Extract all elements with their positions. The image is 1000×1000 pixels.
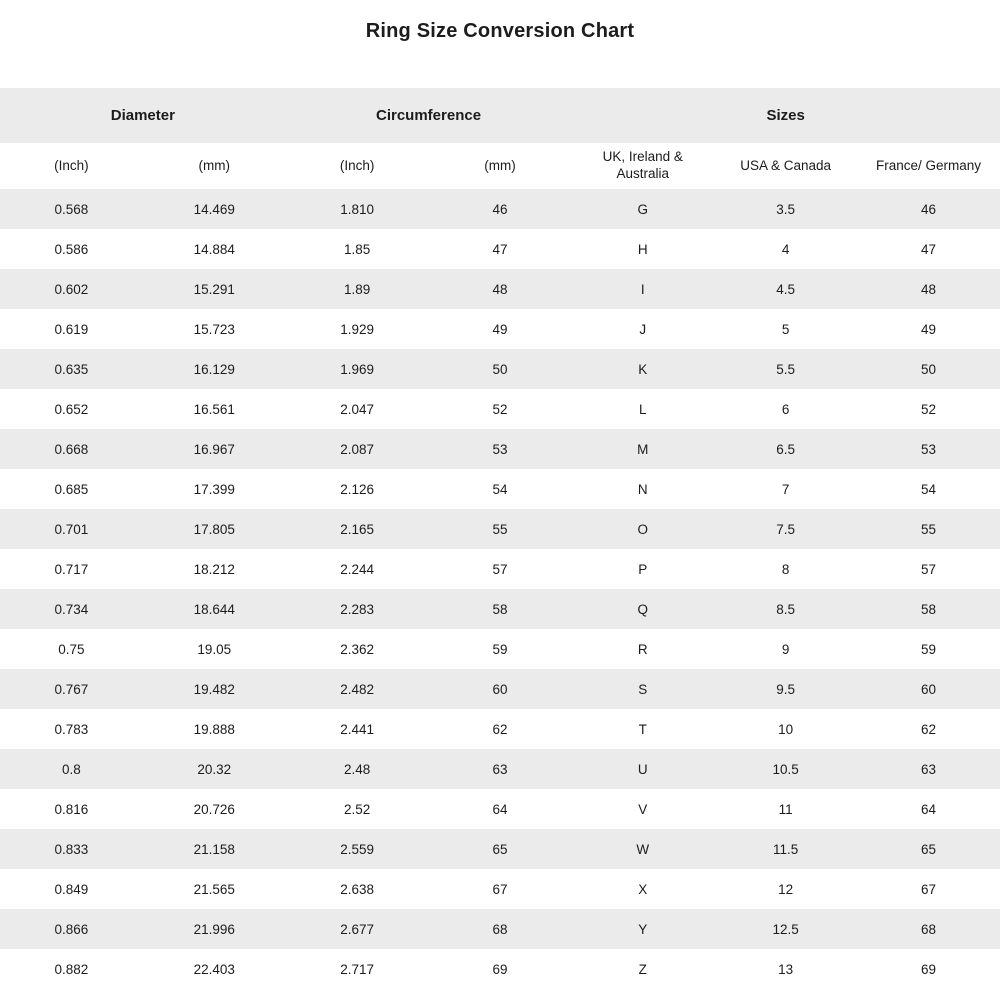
table-cell: 49 [492,321,508,337]
table-cell: 0.75 [58,641,85,657]
table-cell: 2.362 [340,641,374,657]
table-cell: I [640,281,645,297]
table-cell: 0.652 [54,401,89,417]
table-cell: 65 [921,841,937,857]
table-cell: 0.717 [54,561,89,577]
table-cell: 67 [921,881,937,897]
table-cell: 2.047 [340,401,374,417]
table-cell: 2.559 [340,841,374,857]
table-cell: 62 [921,721,937,737]
table-cell: 6.5 [776,441,796,457]
table-cell: 50 [492,361,508,377]
table-cell: 2.52 [343,801,371,817]
table-cell: 1.969 [340,361,374,377]
table-cell: 54 [921,481,937,497]
table-cell: 1.89 [343,281,371,297]
table-row [0,189,1000,229]
column-header-france-germany: France/ Germany [857,143,1000,189]
group-header-sizes: Sizes [571,88,1000,143]
table-cell: M [637,441,649,457]
table-cell: 0.602 [54,281,89,297]
table-cell: 2.677 [340,921,374,937]
table-cell: 1.929 [340,321,374,337]
table-cell: 46 [921,201,937,217]
table-row [0,789,1000,829]
table-cell: 1.85 [343,241,371,257]
table-cell: T [638,721,647,737]
table-cell: 4 [781,241,790,257]
group-header-circumference: Circumference [286,88,572,143]
table-cell: 2.638 [340,881,374,897]
table-cell: 7 [781,481,790,497]
table-cell: 14.469 [193,201,235,217]
table-cell: 0.668 [54,441,89,457]
table-cell: 15.291 [193,281,235,297]
table-cell: 0.849 [54,881,89,897]
table-cell: 5 [781,321,790,337]
column-header-usa-canada: USA & Canada [714,143,857,189]
table-cell: U [637,761,648,777]
table-cell: L [639,401,647,417]
table-row [0,869,1000,909]
table-cell: O [637,521,649,537]
table-cell: 2.087 [340,441,374,457]
table-cell: 69 [492,961,508,977]
table-cell: 2.126 [340,481,374,497]
table-cell: 52 [921,401,937,417]
table-cell: R [637,641,648,657]
table-cell: 0.8 [62,761,81,777]
table-cell: 11.5 [773,841,799,857]
table-cell: 60 [492,681,508,697]
table-cell: 0.882 [54,961,89,977]
table-cell: 14.884 [193,241,235,257]
table-cell: 11 [778,801,793,817]
table-cell: 8 [781,561,790,577]
table-cell: 20.726 [193,801,235,817]
table-cell: 53 [492,441,508,457]
table-cell: 64 [921,801,937,817]
table-row [0,269,1000,309]
table-cell: 21.158 [193,841,235,857]
table-cell: 16.129 [193,361,235,377]
table-cell: 20.32 [197,761,232,777]
group-header-row [0,88,1000,143]
table-cell: 0.568 [54,201,89,217]
table-cell: 68 [921,921,937,937]
table-cell: 0.586 [54,241,89,257]
table-row [0,909,1000,949]
table-cell: 4.5 [776,281,796,297]
table-cell: 7.5 [776,521,796,537]
table-row [0,589,1000,629]
table-cell: 1.810 [340,201,374,217]
table-cell: G [637,201,649,217]
table-cell: 64 [492,801,508,817]
table-cell: 8.5 [776,601,796,617]
table-row [0,229,1000,269]
table-cell: 55 [492,521,508,537]
table-cell: W [636,841,650,857]
table-cell: 18.212 [193,561,235,577]
table-cell: 69 [921,961,937,977]
table-body [0,189,1000,989]
table-cell: 0.701 [54,521,89,537]
table-cell: 67 [492,881,508,897]
column-header-circumference-mm: (mm) [429,143,572,189]
table-cell: 22.403 [193,961,235,977]
table-cell: 9.5 [776,681,796,697]
table-cell: 57 [492,561,508,577]
table-cell: 0.734 [54,601,89,617]
table-cell: S [638,681,648,697]
table-header [0,88,1000,189]
table-cell: 9 [781,641,790,657]
table-cell: 2.165 [340,521,374,537]
table-cell: N [637,481,648,497]
table-row [0,429,1000,469]
table-cell: 55 [921,521,937,537]
table-cell: 2.283 [340,601,374,617]
table-cell: 12 [778,881,794,897]
table-cell: H [637,241,648,257]
table-cell: 17.805 [193,521,235,537]
table-cell: 0.816 [54,801,89,817]
table-cell: 53 [921,441,937,457]
table-cell: 0.619 [54,321,89,337]
table-cell: 0.866 [54,921,89,937]
table-cell: 15.723 [193,321,235,337]
column-header-diameter-mm: (mm) [143,143,286,189]
table-cell: 60 [921,681,937,697]
table-cell: K [638,361,648,377]
table-cell: 2.482 [340,681,374,697]
table-cell: 21.565 [193,881,235,897]
table-cell: 0.635 [54,361,89,377]
table-cell: 19.482 [193,681,235,697]
table-cell: Y [638,921,648,937]
column-header-uk-ireland-australia: UK, Ireland & Australia [571,143,714,189]
table-cell: 2.441 [340,721,374,737]
table-cell: 48 [492,281,508,297]
table-row [0,829,1000,869]
group-header-diameter: Diameter [0,88,286,143]
table-cell: 2.244 [340,561,374,577]
table-cell: 47 [492,241,508,257]
table-cell: 16.561 [193,401,235,417]
table-row [0,509,1000,549]
table-cell: 18.644 [193,601,235,617]
table-cell: 21.996 [193,921,235,937]
table-cell: 54 [492,481,508,497]
table-cell: Q [637,601,649,617]
table-cell: 63 [492,761,508,777]
table-cell: 0.783 [54,721,89,737]
table-row [0,629,1000,669]
table-cell: 19.05 [197,641,232,657]
table-cell: 5.5 [776,361,796,377]
table-cell: 3.5 [776,201,796,217]
table-cell: 6 [781,401,790,417]
table-cell: 59 [492,641,508,657]
table-cell: 12.5 [772,921,799,937]
table-cell: J [639,321,647,337]
table-cell: 49 [921,321,937,337]
table-cell: X [638,881,648,897]
table-row [0,709,1000,749]
table-cell: 50 [921,361,937,377]
table-cell: 47 [921,241,937,257]
column-header-row [0,143,1000,189]
table-row [0,669,1000,709]
table-cell: 10.5 [772,761,799,777]
ring-size-conversion-table [0,88,1000,989]
table-cell: 2.48 [343,761,371,777]
table-cell: 58 [492,601,508,617]
table-cell: 63 [921,761,937,777]
table-cell: 17.399 [193,481,235,497]
table-cell: 59 [921,641,937,657]
column-header-diameter-inch: (Inch) [0,143,143,189]
table-row [0,469,1000,509]
table-cell: 2.717 [340,961,374,977]
table-cell: 16.967 [193,441,235,457]
table-cell: 0.833 [54,841,89,857]
table-row [0,309,1000,349]
column-header-circumference-inch: (Inch) [286,143,429,189]
table-cell: 19.888 [193,721,235,737]
table-cell: 62 [492,721,508,737]
page-title: Ring Size Conversion Chart [365,20,635,42]
table-cell: 0.767 [54,681,89,697]
table-cell: P [638,561,648,577]
table-row [0,389,1000,429]
table-cell: 46 [492,201,508,217]
table-cell: 13 [778,961,794,977]
table-cell: 10 [778,721,794,737]
table-cell: Z [638,961,647,977]
table-row [0,749,1000,789]
table-cell: 57 [921,561,937,577]
table-cell: 52 [492,401,508,417]
table-cell: 0.685 [54,481,89,497]
table-cell: 65 [492,841,508,857]
table-cell: 48 [921,281,937,297]
table-cell: 68 [492,921,508,937]
table-cell: 58 [921,601,937,617]
table-cell: V [638,801,648,817]
table-row [0,549,1000,589]
table-row [0,349,1000,389]
table-row [0,949,1000,989]
